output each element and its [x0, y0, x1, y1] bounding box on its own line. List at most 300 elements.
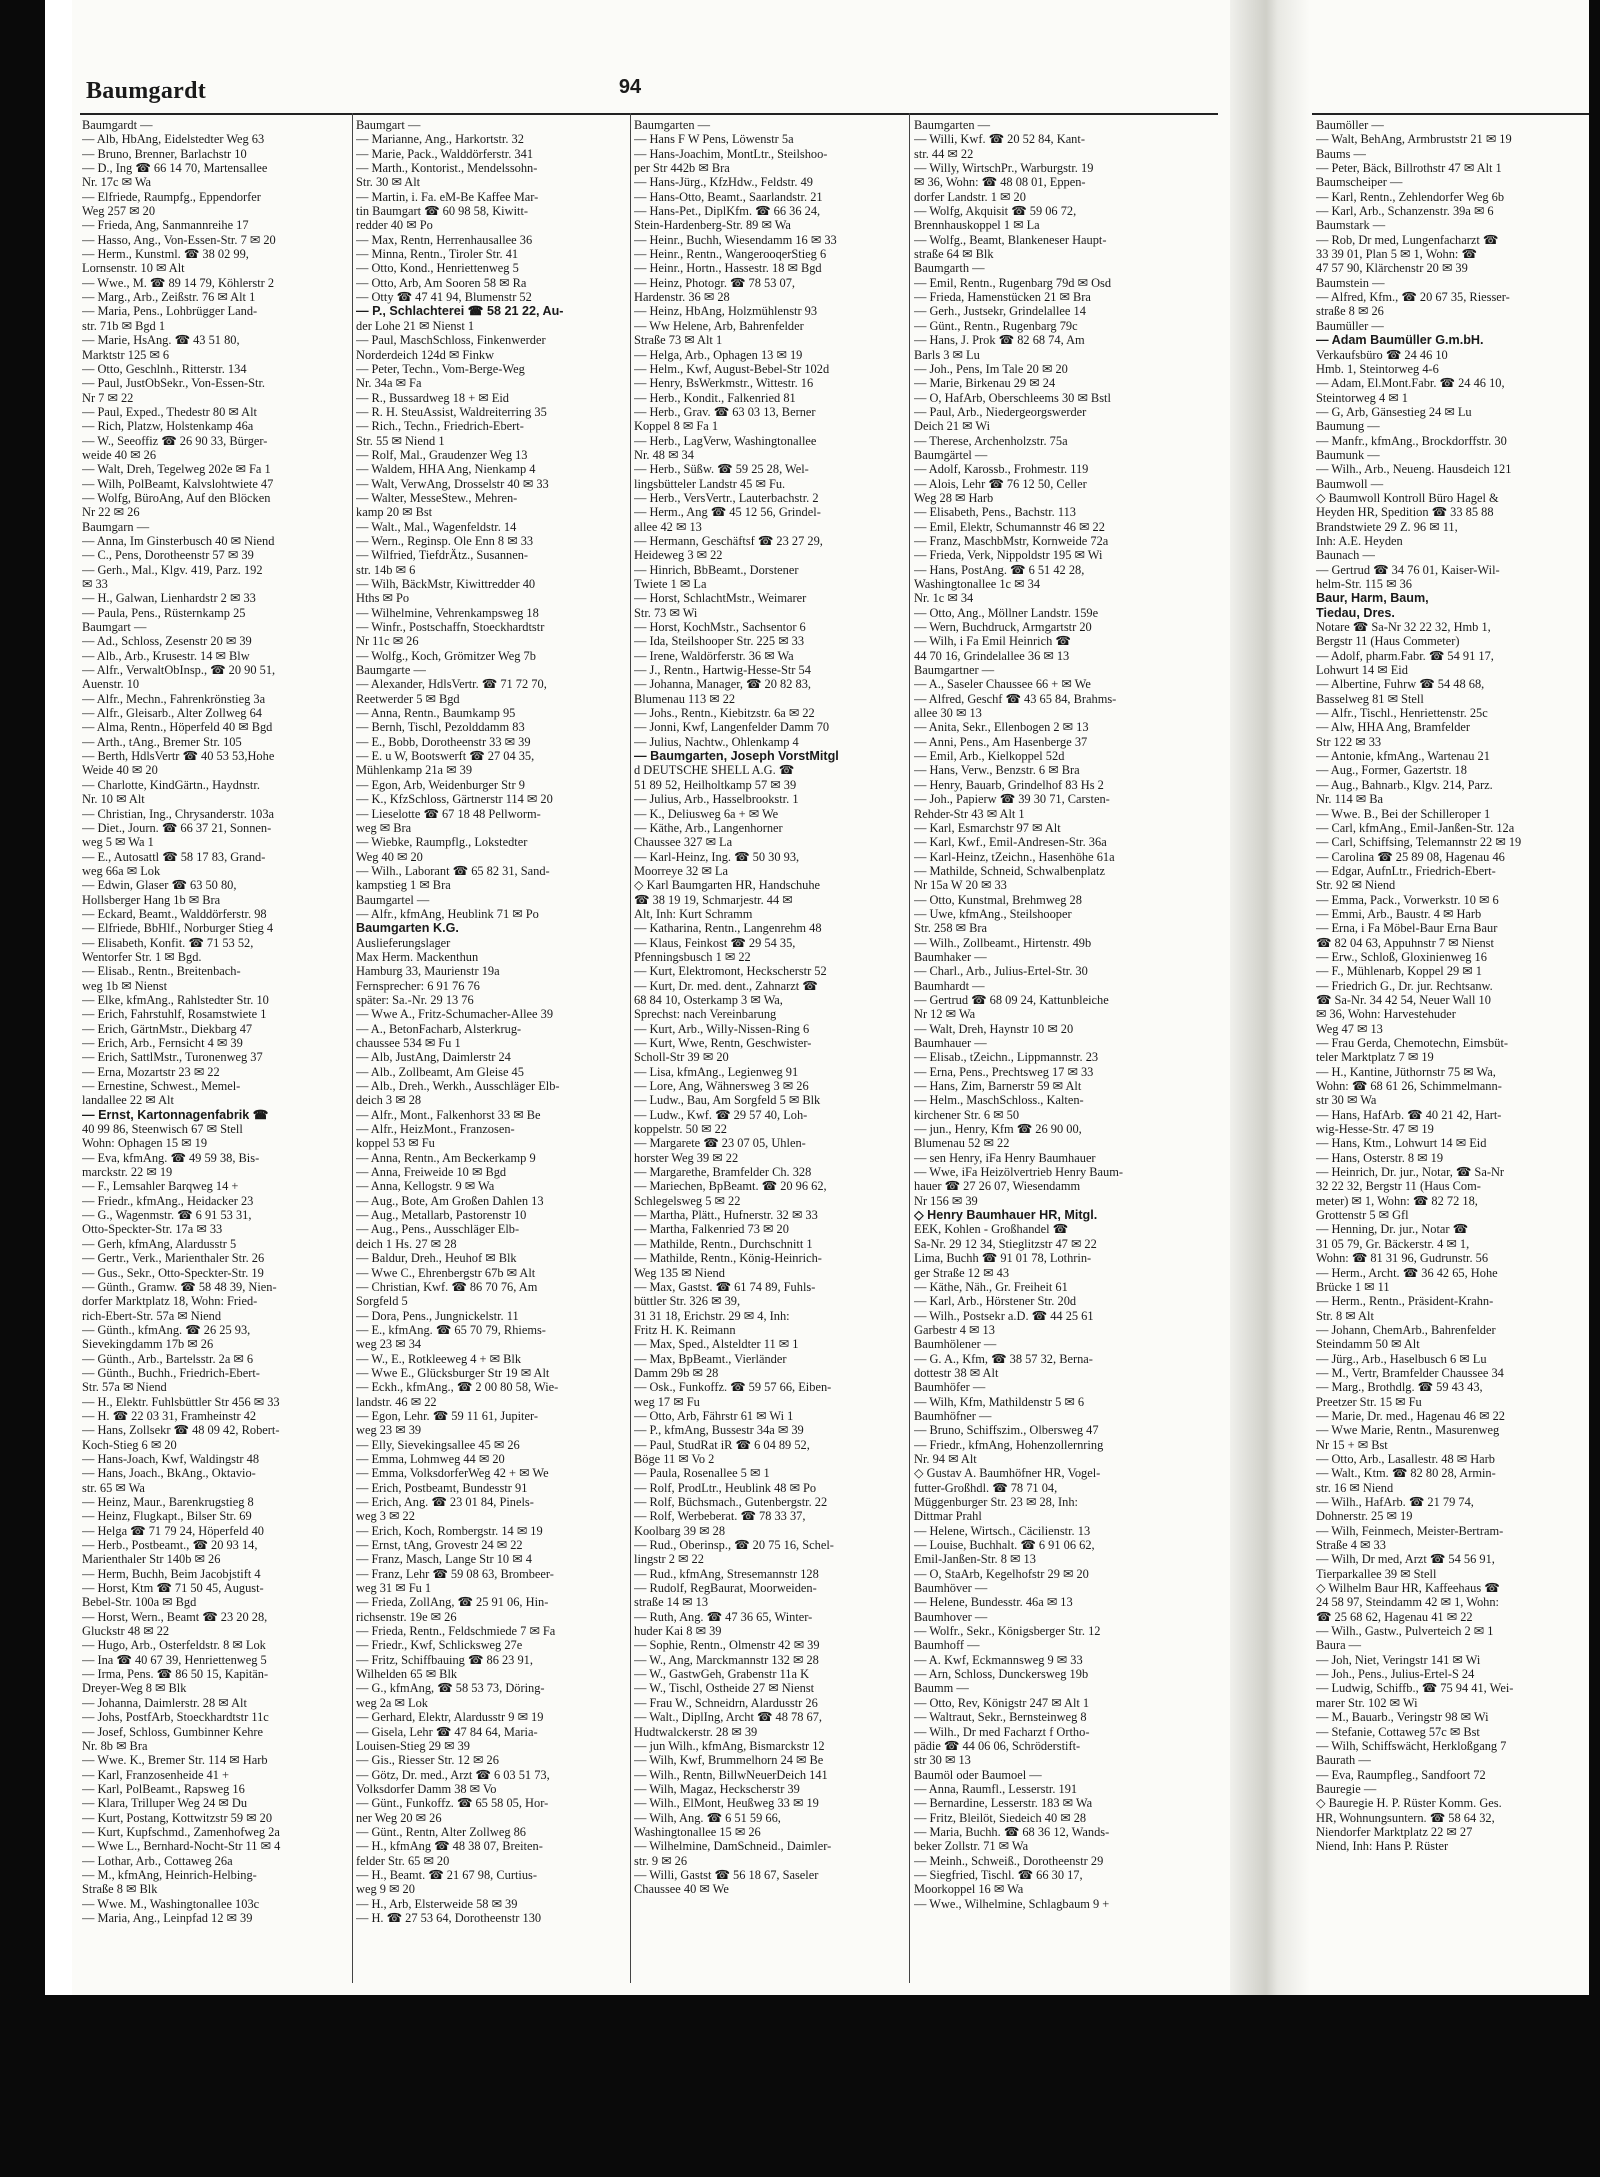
directory-entry-line: — Alfr., VerwaltObInsp., ☎ 20 90 51, — [82, 663, 276, 678]
directory-entry-line: Weg 28 ✉ Harb — [914, 490, 994, 505]
directory-entry-line: — Günth., Arb., Bartelsstr. 2a ✉ 6 — [82, 1351, 254, 1366]
directory-entry-line: — Marianne, Ang., Harkortstr. 32 — [356, 132, 524, 147]
directory-entry-line: Lornsenstr. 10 ✉ Alt — [82, 261, 185, 276]
directory-entry-line: — Rolf, Büchsmach., Gutenbergstr. 22 — [634, 1495, 828, 1509]
header-rule — [80, 113, 1218, 115]
directory-entry-line: — Emil, Arb., Kielkoppel 52d — [914, 749, 1065, 764]
directory-entry-line: straße 64 ✉ Blk — [914, 247, 994, 262]
directory-entry-line: huder Kai 8 ✉ 39 — [634, 1624, 722, 1639]
directory-entry-line: — Frau W., Schneidrn, Alardusstr 26 — [634, 1695, 818, 1710]
directory-entry-line: — Bruno, Schiffszim., Olbersweg 47 — [914, 1423, 1099, 1438]
directory-entry-line: Hths ✉ Po — [356, 591, 410, 606]
directory-entry-line: Alt, Inh: Kurt Schramm — [634, 906, 753, 921]
directory-column-1 — [82, 118, 344, 1925]
directory-entry-line: Baumung — — [1316, 419, 1380, 434]
directory-entry-line: — Elfriede, Raumpfg., Eppendorfer — [82, 189, 261, 204]
directory-entry-line: — Heinr., Hortn., Hassestr. 18 ✉ Bgd — [634, 261, 822, 276]
directory-entry-line: — Adolf, pharm.Fabr. ☎ 54 91 17, — [1316, 648, 1494, 663]
directory-entry-line: — Christian, Ing., Chrysanderstr. 103a — [82, 806, 275, 821]
directory-entry-line: — Hans-Jürg., KfzHdw., Feldstr. 49 — [634, 175, 813, 190]
scan-border-right — [1589, 0, 1600, 1995]
directory-entry-line: Bauregie — — [1316, 1781, 1377, 1796]
directory-entry-line: — Herb., Kondit., Falkenried 81 — [634, 390, 796, 405]
directory-entry-line: — P., Schlachterei ☎ 58 21 22, Au- — [356, 304, 564, 319]
directory-entry-line: 47 57 90, Klärchenstr 20 ✉ 39 — [1316, 261, 1468, 276]
directory-entry-line: — Dora, Pens., Jungnickelstr. 11 — [356, 1308, 519, 1323]
directory-entry-line: — Stefanie, Cottaweg 57c ✉ Bst — [1316, 1724, 1480, 1739]
directory-entry-line: Weg 257 ✉ 20 — [82, 204, 156, 219]
directory-entry-line: — Johs., Rentn., Kiebitzstr. 6a ✉ 22 — [634, 706, 815, 721]
directory-entry-line: — Jonni, Kwf, Langenfelder Damm 70 — [634, 720, 830, 735]
directory-entry-line: — Sophie, Rentn., Olmenstr 42 ✉ 39 — [634, 1638, 820, 1653]
directory-entry-line: — E., Autosattl ☎ 58 17 83, Grand- — [82, 849, 266, 864]
directory-entry-line: Baumhöver — — [914, 1581, 988, 1596]
directory-entry-line: deich 3 ✉ 28 — [356, 1093, 422, 1108]
directory-entry-line: — Wwe E., Glücksburger Str 19 ✉ Alt — [356, 1365, 550, 1380]
directory-entry-line: Gluckstr 48 ✉ 22 — [82, 1624, 170, 1639]
directory-entry-line: — Waltraut, Sekr., Bernsteinweg 8 — [914, 1710, 1087, 1725]
directory-entry-line: Wohn: ☎ 81 31 96, Gudrunstr. 56 — [1316, 1251, 1489, 1266]
directory-entry-line: Nr 156 ✉ 39 — [914, 1193, 978, 1208]
directory-entry-line: — A. Kwf, Eckmannsweg 9 ✉ 33 — [914, 1652, 1083, 1667]
directory-entry-line: Nr. 8b ✉ Bra — [82, 1738, 148, 1753]
directory-entry-line: Baumgartel — — [356, 892, 430, 907]
directory-entry-line: Nr 15 + ✉ Bst — [1316, 1437, 1388, 1452]
directory-entry-line: — Erich, Arb., Fernsicht 4 ✉ 39 — [82, 1036, 243, 1050]
directory-entry-line: — Wolfg, Akquisit ☎ 59 06 72, — [914, 204, 1077, 219]
directory-entry-line: — Wilh., Postsekr a.D. ☎ 44 25 61 — [914, 1308, 1094, 1323]
directory-entry-line: Nr. 114 ✉ Ba — [1316, 792, 1384, 807]
directory-entry-line: Nr. 1c ✉ 34 — [914, 591, 974, 606]
directory-entry-line: — Hans, Zollsekr ☎ 48 09 42, Robert- — [82, 1423, 280, 1438]
directory-entry-line: Max Herm. Mackenthun — [356, 949, 479, 964]
directory-entry-line: Hardenstr. 36 ✉ 28 — [634, 290, 730, 305]
directory-entry-line: — H., kfmAng ☎ 48 38 07, Breiten- — [356, 1839, 543, 1854]
directory-entry-line: allee 30 ✉ 13 — [914, 706, 982, 721]
directory-entry-line: — Max, Rentn, Herrenhausallee 36 — [356, 232, 533, 247]
directory-entry-line: — Paula, Rosenallee 5 ✉ 1 — [634, 1466, 770, 1481]
directory-entry-line: — Wilh, Schiffswächt, Herkloßgang 7 — [1316, 1738, 1507, 1753]
directory-entry-line: — Fritz, Bleilöt, Siedeich 40 ✉ 28 — [914, 1810, 1087, 1825]
directory-entry-line: — A., BetonFacharb, Alsterkrug- — [356, 1021, 522, 1036]
directory-entry-line: — Lieselotte ☎ 67 18 48 Pellworm- — [356, 806, 541, 821]
directory-entry-line: — Ludw., Kwf. ☎ 29 57 40, Loh- — [634, 1107, 808, 1122]
directory-entry-line: weg 1b ✉ Nienst — [82, 978, 168, 993]
directory-entry-line: — Heinrich, Dr. jur., Notar, ☎ Sa-Nr — [1316, 1165, 1505, 1180]
directory-entry-line: — Herb., Postbeamt., ☎ 20 93 14, — [82, 1538, 258, 1553]
directory-entry-line: landstr. 46 ✉ 22 — [356, 1394, 437, 1409]
directory-entry-line: — Wwe C., Ehrenbergstr 67b ✉ Alt — [356, 1265, 536, 1280]
directory-entry-line: Baumgarten K.G. — [356, 921, 459, 936]
directory-entry-line: — Wilh, Kfm, Mathildenstr 5 ✉ 6 — [914, 1394, 1085, 1409]
directory-entry-line: per Str 442b ✉ Bra — [634, 161, 730, 176]
directory-entry-line: weg 3 ✉ 22 — [356, 1509, 415, 1524]
directory-entry-line: — Anna, Rentn., Baumkamp 95 — [356, 706, 516, 721]
directory-entry-line: Str. 30 ✉ Alt — [356, 175, 421, 190]
directory-entry-line: weg 5 ✉ Wa 1 — [82, 835, 154, 850]
directory-entry-line: — Marie, Pack., Walddörferstr. 341 — [356, 146, 534, 161]
directory-entry-line: — Wolfg., Koch, Grömitzer Weg 7b — [356, 648, 536, 663]
directory-entry-line: — Christian, Kwf. ☎ 86 70 76, Am — [356, 1279, 538, 1294]
directory-entry-line: Baumgarn — — [82, 519, 150, 534]
directory-entry-line: Wentorfer Str. 1 ✉ Bgd. — [82, 949, 202, 964]
directory-entry-line: ✉ 36, Wohn: Harvestehuder — [1316, 1007, 1456, 1022]
directory-entry-line: — Alb., Arb., Krusestr. 14 ✉ Blw — [82, 648, 250, 663]
directory-entry-line: — Helene, Bundesstr. 46a ✉ 13 — [914, 1595, 1073, 1610]
directory-entry-line: Sievekingdamm 17b ✉ 26 — [82, 1337, 214, 1352]
directory-entry-line: — Alfr., Gleisarb., Alter Zollweg 64 — [82, 706, 262, 721]
directory-entry-line: Louisen-Stieg 29 ✉ 39 — [356, 1738, 470, 1753]
directory-entry-line: — Bernardine, Lesserstr. 183 ✉ Wa — [914, 1796, 1093, 1811]
directory-entry-line: Otto-Speckter-Str. 17a ✉ 33 — [82, 1222, 223, 1237]
directory-entry-line: — Maria, Buchh. ☎ 68 36 12, Wands- — [914, 1824, 1110, 1839]
directory-entry-line: Baumwoll — — [1316, 476, 1384, 491]
directory-entry-line: 33 39 01, Plan 5 ✉ 1, Wohn: ☎ — [1316, 247, 1477, 262]
directory-entry-line: ◇ Wilhelm Baur HR, Kaffeehaus ☎ — [1316, 1581, 1500, 1596]
directory-entry-line: marer Str. 102 ✉ Wi — [1316, 1695, 1418, 1710]
directory-entry-line: — Hermann, Geschäftsf ☎ 23 27 29, — [634, 533, 823, 548]
directory-entry-line: — Paula, Pens., Rüsternkamp 25 — [82, 605, 246, 620]
directory-entry-line: — Alfred, Geschf ☎ 43 65 84, Brahms- — [914, 691, 1117, 706]
directory-entry-line: — Günt., Funkoffz. ☎ 65 58 05, Hor- — [356, 1796, 549, 1811]
directory-entry-line: Dittmar Prahl — [914, 1509, 982, 1524]
directory-entry-line: — Helga, Arb., Ophagen 13 ✉ 19 — [634, 347, 803, 362]
directory-entry-line: — Helga ☎ 71 79 24, Höperfeld 40 — [82, 1523, 264, 1538]
directory-column-2 — [356, 118, 618, 1925]
directory-entry-line: — Heinz, HbAng, Holzmühlenstr 93 — [634, 304, 818, 319]
right-header-rule — [1312, 113, 1589, 115]
directory-entry-line: — Wwe. M., Washingtonallee 103c — [82, 1896, 260, 1911]
directory-entry-line: Dohnerstr. 25 ✉ 19 — [1316, 1509, 1413, 1524]
directory-entry-line: Pfenningsbusch 1 ✉ 22 — [634, 949, 751, 964]
directory-entry-line: — Henry, Bauarb, Grindelhof 83 Hs 2 — [914, 777, 1104, 792]
directory-entry-line: — Günth., kfmAng. ☎ 26 25 93, — [82, 1322, 251, 1337]
directory-entry-line: Moorreye 32 ✉ La — [634, 863, 728, 878]
directory-entry-line: Sorgfeld 5 — [356, 1294, 408, 1309]
directory-entry-line: — Wilh., Dr med Facharzt f Ortho- — [914, 1724, 1090, 1739]
column-divider — [909, 113, 910, 1983]
directory-entry-line: ner Weg 20 ✉ 26 — [356, 1810, 442, 1825]
directory-entry-line: — Emil, Elektr, Schumannstr 46 ✉ 22 — [914, 519, 1105, 534]
directory-entry-line: — Alw, HHA Ang, Bramfelder — [1316, 720, 1471, 735]
directory-entry-line: — H., Beamt. ☎ 21 67 98, Curtius- — [356, 1867, 537, 1882]
directory-entry-line: — Kurt, Dr. med. dent., Zahnarzt ☎ — [634, 978, 818, 993]
directory-entry-line: — Maria, Pens., Lohbrügger Land- — [82, 304, 258, 319]
directory-entry-line: — R. H. SteuAssist, Waldreiterring 35 — [356, 404, 547, 419]
directory-entry-line: ☎ 82 04 63, Appuhnstr 7 ✉ Nienst — [1316, 935, 1494, 950]
directory-entry-line: — jun., Henry, Kfm ☎ 26 90 00, — [914, 1122, 1082, 1137]
directory-entry-line: kamp 20 ✉ Bst — [356, 505, 433, 520]
directory-entry-line: Koch-Stieg 6 ✉ 20 — [82, 1437, 177, 1452]
directory-entry-line: wig-Hesse-Str. 47 ✉ 19 — [1316, 1122, 1434, 1137]
directory-entry-line: — M., Bauarb., Veringstr 98 ✉ Wi — [1316, 1710, 1489, 1725]
directory-entry-line: — Lisa, kfmAng., Legienweg 91 — [634, 1064, 799, 1079]
directory-entry-line: — Kurt, Wwe, Rentn, Geschwister- — [634, 1036, 812, 1050]
directory-entry-line: — Martin, i. Fa. eM-Be Kaffee Mar- — [356, 189, 539, 204]
directory-entry-line: — Josef, Schloss, Gumbinner Kehre — [82, 1724, 264, 1739]
directory-entry-line: Wohn: ☎ 68 61 26, Schimmelmann- — [1316, 1079, 1502, 1094]
directory-entry-line: — Willi, Kwf. ☎ 20 52 84, Kant- — [914, 132, 1085, 147]
directory-entry-line: — Max, Gastst. ☎ 61 74 89, Fuhls- — [634, 1279, 816, 1294]
directory-entry-line: Steintorweg 4 ✉ 1 — [1316, 390, 1408, 405]
directory-entry-line: Baumgart — — [356, 118, 421, 132]
directory-entry-line: — Elisabeth, Pens., Bachstr. 113 — [914, 505, 1076, 520]
directory-entry-line: Auenstr. 10 — [82, 677, 140, 692]
directory-entry-line: rich-Ebert-Str. 57a ✉ Niend — [82, 1308, 222, 1323]
directory-entry-line: Washingtonallee 15 ✉ 26 — [634, 1824, 761, 1839]
directory-entry-line: — Frieda, Hamenstücken 21 ✉ Bra — [914, 290, 1091, 305]
directory-entry-line: Stein-Hardenberg-Str. 89 ✉ Wa — [634, 218, 791, 233]
column-divider — [630, 113, 631, 1983]
directory-entry-line: — Ernst, Kartonnagenfabrik ☎ — [82, 1107, 269, 1122]
directory-entry-line: Baumhoff — — [914, 1638, 980, 1653]
directory-entry-line: koppel 53 ✉ Fu — [356, 1136, 435, 1151]
directory-entry-line: — Edgar, AufnLtr., Friedrich-Ebert- — [1316, 863, 1496, 878]
directory-entry-line: — Helene, Wirtsch., Cäcilienstr. 13 — [914, 1523, 1091, 1538]
directory-entry-line: — Wilh., Zollbeamt., Hirtenstr. 49b — [914, 935, 1092, 950]
directory-entry-line: — Wiebke, Raumpflg., Lokstedter — [356, 835, 528, 850]
directory-entry-line: — Rob, Dr med, Lungenfacharzt ☎ — [1316, 232, 1499, 247]
directory-entry-line: — Emma, VolksdorferWeg 42 + ✉ We — [356, 1466, 549, 1481]
directory-entry-line: — Käthe, Näh., Gr. Freiheit 61 — [914, 1279, 1068, 1294]
directory-entry-line: Weide 40 ✉ 20 — [82, 763, 158, 778]
directory-entry-line: Baumunk — — [1316, 447, 1380, 462]
directory-entry-line: — D., Ing ☎ 66 14 70, Martensallee — [82, 161, 268, 176]
directory-entry-line: — Frieda, Ang, Sanmannreihe 17 — [82, 218, 249, 233]
directory-entry-line: ◇ Karl Baumgarten HR, Handschuhe — [634, 878, 821, 893]
directory-entry-line: — E., Bobb, Dorotheenstr 33 ✉ 39 — [356, 734, 531, 749]
directory-entry-line: — R., Bussardweg 18 + ✉ Eid — [356, 390, 509, 405]
directory-entry-line: — Kurt, Elektromont, Heckscherstr 52 — [634, 964, 827, 979]
directory-entry-line: hauer ☎ 27 26 07, Wiesendamm — [914, 1179, 1081, 1194]
directory-entry-line: Tiedau, Dres. — [1316, 605, 1395, 620]
directory-entry-line: — Friedr., Kwf, Schlicksweg 27e — [356, 1638, 523, 1653]
directory-entry-line: — Margarete ☎ 23 07 05, Uhlen- — [634, 1136, 806, 1151]
directory-entry-line: — sen Henry, iFa Henry Baumhauer — [914, 1150, 1096, 1165]
directory-entry-line: Baumüller — — [1316, 318, 1384, 333]
directory-entry-line: redder 40 ✉ Po — [356, 218, 433, 233]
directory-entry-line: lingsbütteler Landstr 45 ✉ Fu. — [634, 476, 786, 491]
directory-entry-line: — Karl, PolBeamt., Rapsweg 16 — [82, 1781, 245, 1796]
directory-entry-line: Blumenau 113 ✉ 22 — [634, 691, 736, 706]
directory-entry-line: — Franz, Lehr ☎ 59 08 63, Brombeer- — [356, 1566, 554, 1581]
directory-entry-line: — Franz, Masch, Lange Str 10 ✉ 4 — [356, 1552, 532, 1567]
directory-entry-line: — Louise, Buchhalt. ☎ 6 91 06 62, — [914, 1538, 1095, 1553]
directory-entry-line: str 30 ✉ Wa — [1316, 1093, 1377, 1108]
directory-entry-line: — Wilhelmine, Vehrenkampsweg 18 — [356, 605, 539, 620]
directory-entry-line: — Walt, BehAng, Armbruststr 21 ✉ 19 — [1316, 132, 1512, 147]
directory-entry-line: — Minna, Rentn., Tiroler Str. 41 — [356, 247, 519, 262]
directory-entry-line: — Charl., Arb., Julius-Ertel-Str. 30 — [914, 964, 1088, 979]
directory-entry-line: — Johanna, Manager, ☎ 20 82 83, — [634, 677, 812, 692]
directory-entry-line: — Heinz, Flugkapt., Bilser Str. 69 — [82, 1509, 252, 1524]
directory-entry-line: — Kurt, Postang, Kottwitzstr 59 ✉ 20 — [82, 1810, 273, 1825]
directory-entry-line: — Charlotte, KindGärtn., Haydnstr. — [82, 777, 260, 792]
directory-entry-line: — Ernestine, Schwest., Memel- — [82, 1079, 241, 1094]
directory-entry-line: später: Sa.-Nr. 29 13 76 — [356, 992, 474, 1007]
directory-entry-line: Niendorfer Marktplatz 22 ✉ 27 — [1316, 1824, 1473, 1839]
directory-entry-line: — Mathilde, Rentn., Durchschnitt 1 — [634, 1236, 813, 1251]
directory-entry-line: — Gertr., Verk., Marienthaler Str. 26 — [82, 1251, 265, 1266]
directory-entry-line: — Uwe, kfmAng., Steilshooper — [914, 906, 1072, 921]
directory-entry-line: — Alfr., Mont., Falkenhorst 33 ✉ Be — [356, 1107, 541, 1122]
directory-entry-line: — Erna, i Fa Möbel-Baur Erna Baur — [1316, 921, 1498, 936]
directory-entry-line: Baumöl oder Baumoel — — [914, 1767, 1042, 1782]
directory-entry-line: — Peter, Techn., Vom-Berge-Weg — [356, 361, 525, 376]
directory-entry-line: — Rolf, Werbeberat. ☎ 78 33 37, — [634, 1509, 806, 1524]
directory-entry-line: Wilhelden 65 ✉ Blk — [356, 1667, 458, 1682]
directory-entry-line: beker Zollstr. 71 ✉ Wa — [914, 1839, 1029, 1854]
directory-entry-line: koppelstr. 50 ✉ 22 — [634, 1122, 727, 1137]
directory-entry-line: — Egon, Arb, Weidenburger Str 9 — [356, 777, 525, 792]
directory-entry-line: — Hans-Otto, Beamt., Saarlandstr. 21 — [634, 189, 823, 204]
directory-entry-line: ◇ Bauregie H. P. Rüster Komm. Ges. — [1316, 1796, 1502, 1811]
directory-entry-line: — Karl, Arb., Hörstener Str. 20d — [914, 1294, 1077, 1309]
directory-entry-line: — Götz, Dr. med., Arzt ☎ 6 03 51 73, — [356, 1767, 550, 1782]
directory-entry-line: — Karl, Rentn., Zehlendorfer Weg 6b — [1316, 189, 1505, 204]
scan-border-left — [0, 0, 45, 1995]
directory-entry-line: Baumhaker — — [914, 949, 987, 964]
directory-entry-line: helm-Str. 115 ✉ 36 — [1316, 577, 1412, 591]
directory-entry-line: weide 40 ✉ 26 — [82, 447, 157, 462]
directory-entry-line: — W., GastwGeh, Grabenstr 11a K — [634, 1667, 810, 1682]
directory-entry-line: — C., Pens, Dorotheenstr 57 ✉ 39 — [82, 548, 254, 563]
directory-entry-line: — K., Deliusweg 6a + ✉ We — [634, 806, 779, 821]
directory-entry-line: — Joh., Pens., Julius-Ertel-S 24 — [1316, 1667, 1475, 1682]
directory-entry-line: lingstr 2 ✉ 22 — [634, 1552, 704, 1567]
directory-entry-line: Baumhauer — — [914, 1036, 987, 1050]
directory-entry-line: — Wwe., Wilhelmine, Schlagbaum 9 + — [914, 1896, 1110, 1911]
directory-entry-line: — Henry, BsWerkmstr., Wittestr. 16 — [634, 376, 814, 391]
directory-entry-line: Washingtonallee 1c ✉ 34 — [914, 577, 1041, 591]
directory-entry-line: — Kurt, Kupfschmd., Zamenhofweg 2a — [82, 1824, 280, 1839]
directory-entry-line: Nr 15a W 20 ✉ 33 — [914, 878, 1007, 893]
directory-entry-line: — Otto, Arb, Fährstr 61 ✉ Wi 1 — [634, 1408, 794, 1423]
directory-entry-line: — Erich, Koch, Rombergstr. 14 ✉ 19 — [356, 1523, 543, 1538]
directory-entry-line: Nr. 94 ✉ Alt — [914, 1451, 977, 1466]
directory-entry-line: — Gus., Sekr., Otto-Speckter-Str. 19 — [82, 1265, 264, 1280]
directory-entry-line: Marktstr 125 ✉ 6 — [82, 347, 170, 362]
directory-entry-line: — Max, Sped., Alsteldter 11 ✉ 1 — [634, 1337, 799, 1352]
directory-entry-line: Baums — — [1316, 146, 1366, 161]
directory-entry-line: — Maria, Ang., Leinpfad 12 ✉ 39 — [82, 1910, 253, 1925]
directory-entry-line: — Wilh., ElMont, Heußweg 33 ✉ 19 — [634, 1796, 819, 1811]
directory-entry-line: — Rudolf, RegBaurat, Moorweiden- — [634, 1581, 817, 1596]
directory-entry-line: — Elly, Sievekingsallee 45 ✉ 26 — [356, 1437, 520, 1452]
directory-entry-line: Nr 7 ✉ 22 — [82, 390, 134, 405]
directory-entry-line: — Max, BpBeamt., Vierländer — [634, 1351, 787, 1366]
directory-entry-line: Nr 11c ✉ 26 — [356, 634, 419, 649]
directory-entry-line: — Mariechen, BpBeamt. ☎ 20 96 62, — [634, 1179, 827, 1194]
page-number: 94 — [618, 76, 642, 98]
directory-entry-line: — Hans-Joachim, MontLtr., Steilshoo- — [634, 146, 828, 161]
directory-entry-line: — Otto, Kond., Henriettenweg 5 — [356, 261, 519, 276]
directory-entry-line: Basselweg 81 ✉ Stell — [1316, 691, 1424, 706]
directory-column-4 — [914, 118, 1176, 1911]
directory-entry-line: Lima, Buchh ☎ 91 01 78, Lothrin- — [914, 1251, 1092, 1266]
directory-entry-line: — Hans, Zim, Barnerstr 59 ✉ Alt — [914, 1079, 1082, 1094]
directory-entry-line: — Ruth, Ang. ☎ 47 36 65, Winter- — [634, 1609, 813, 1624]
directory-entry-line: Baumgärtel — — [914, 447, 988, 462]
directory-entry-line: — Karl-Heinz, tZeichn., Hasenhöhe 61a — [914, 849, 1115, 864]
directory-entry-line: — Hans-Pet., DiplKfm. ☎ 66 36 24, — [634, 204, 821, 219]
directory-entry-line: Chaussee 327 ✉ La — [634, 835, 733, 850]
directory-entry-line: — Otto, Ang., Möllner Landstr. 159e — [914, 605, 1099, 620]
directory-entry-line: Nr. 48 ✉ 34 — [634, 447, 694, 462]
directory-entry-line: str. 44 ✉ 22 — [914, 146, 974, 161]
directory-entry-line: 31 05 79, Gr. Bäckerstr. 4 ✉ 1, — [1316, 1236, 1470, 1251]
directory-entry-line: — Wwe L., Bernhard-Nocht-Str 11 ✉ 4 — [82, 1839, 281, 1854]
directory-entry-line: 24 58 97, Steindamm 42 ✉ 1, Wohn: — [1316, 1595, 1499, 1610]
directory-entry-line: Bebel-Str. 100a ✉ Bgd — [82, 1595, 197, 1610]
directory-entry-line: weg ✉ Bra — [356, 820, 412, 835]
directory-entry-line: Nr. 17c ✉ Wa — [82, 175, 152, 190]
directory-entry-line: — Wilh., Rentn, BillwNeuerDeich 141 — [634, 1767, 828, 1782]
directory-entry-line: — Käthe, Arb., Langenhorner — [634, 820, 783, 835]
directory-entry-line: Barls 3 ✉ Lu — [914, 347, 980, 362]
directory-entry-line: marckstr. 22 ✉ 19 — [82, 1165, 173, 1180]
directory-entry-line: — Günt., Rentn., Rugenbarg 79c — [914, 318, 1078, 333]
directory-entry-line: — Wilh, Kwf, Brummelhorn 24 ✉ Be — [634, 1753, 824, 1768]
directory-entry-line: — Klaus, Feinkost ☎ 29 54 35, — [634, 935, 796, 950]
directory-entry-line: Grottenstr 5 ✉ Gfl — [1316, 1208, 1409, 1223]
directory-entry-line: — Johann, ChemArb., Bahrenfelder — [1316, 1322, 1496, 1337]
directory-entry-line: Notare ☎ Sa-Nr 32 22 32, Hmb 1, — [1316, 620, 1491, 635]
directory-entry-line: — Rud., kfmAng, Stresemannstr 128 — [634, 1566, 819, 1581]
directory-entry-line: — Adam, El.Mont.Fabr. ☎ 24 46 10, — [1316, 376, 1505, 391]
directory-entry-line: — Peter, Bäck, Billrothstr 47 ✉ Alt 1 — [1316, 161, 1502, 176]
directory-entry-line: — Wern, Buchdruck, Armgartstr 20 — [914, 620, 1092, 635]
directory-entry-line: Str. 92 ✉ Niend — [1316, 878, 1396, 893]
directory-entry-line: — Karl-Heinz, Ing. ☎ 50 30 93, — [634, 849, 800, 864]
directory-entry-line: weg 2a ✉ Lok — [356, 1695, 428, 1710]
directory-entry-line: — Anita, Sekr., Ellenbogen 2 ✉ 13 — [914, 720, 1089, 735]
directory-entry-line: — Elisab., Rentn., Breitenbach- — [82, 964, 241, 979]
directory-entry-line: — G. A., Kfm, ☎ 38 57 32, Berna- — [914, 1351, 1093, 1366]
directory-entry-line: — Gerh., Justsekr, Grindelallee 14 — [914, 304, 1086, 319]
directory-entry-line: Schlegelsweg 5 ✉ 22 — [634, 1193, 741, 1208]
directory-entry-line: Baumhöfner — — [914, 1408, 992, 1423]
directory-entry-line: — Elisab., tZeichn., Lippmannstr. 23 — [914, 1050, 1099, 1065]
directory-entry-line: — Otto, Arb, Am Sooren 58 ✉ Ra — [356, 275, 527, 290]
directory-entry-line: — G., Wagenmstr. ☎ 6 91 53 31, — [82, 1208, 252, 1223]
directory-entry-line: — Anni, Pens., Am Hasenberge 37 — [914, 734, 1088, 749]
directory-entry-line: — Heinr., Buchh, Wiesendamm 16 ✉ 33 — [634, 232, 837, 247]
directory-entry-line: ◇ Henry Baumhauer HR, Mitgl. — [914, 1208, 1098, 1223]
directory-entry-line: ✉ 36, Wohn: ☎ 48 08 01, Eppen- — [914, 175, 1086, 190]
directory-entry-line: ☎ Sa-Nr. 34 42 54, Neuer Wall 10 — [1316, 992, 1491, 1007]
directory-entry-line: — Herb., Grav. ☎ 63 03 13, Berner — [634, 404, 816, 419]
directory-entry-line: — Aug., Pens., Ausschläger Elb- — [356, 1222, 520, 1237]
directory-entry-line: Brücke 1 ✉ 11 — [1316, 1279, 1390, 1294]
directory-entry-line: — Gerhard, Elektr, Alardusstr 9 ✉ 19 — [356, 1710, 544, 1725]
directory-entry-line: Chaussee 40 ✉ We — [634, 1882, 729, 1897]
directory-entry-line: — Wilh, i Fa Emil Heinrich ☎ — [914, 634, 1071, 649]
directory-entry-line: — Otto, Geschlnh., Ritterstr. 134 — [82, 361, 247, 376]
directory-entry-line: — Emmi, Arb., Baustr. 4 ✉ Harb — [1316, 906, 1482, 921]
directory-entry-line: — Otty ☎ 47 41 94, Blumenstr 52 — [356, 290, 532, 305]
directory-entry-line: — Heinr., Rentn., WangerooqerStieg 6 — [634, 247, 827, 262]
directory-entry-line: kirchener Str. 6 ✉ 50 — [914, 1107, 1020, 1122]
directory-entry-line: — Hans F W Pens, Löwenstr 5a — [634, 132, 794, 147]
directory-entry-line: — Rich., Techn., Friedrich-Ebert- — [356, 419, 524, 434]
directory-entry-line: — G., kfmAng, ☎ 58 53 73, Döring- — [356, 1681, 545, 1696]
directory-entry-line: — Gis., Riesser Str. 12 ✉ 26 — [356, 1753, 499, 1768]
directory-entry-line: Twiete 1 ✉ La — [634, 577, 707, 591]
directory-entry-line: — Horst, Wern., Beamt ☎ 23 20 28, — [82, 1609, 268, 1624]
directory-entry-line: — Therese, Archenholzstr. 75a — [914, 433, 1068, 448]
directory-entry-line: 51 89 52, Heilholtkamp 57 ✉ 39 — [634, 777, 797, 792]
